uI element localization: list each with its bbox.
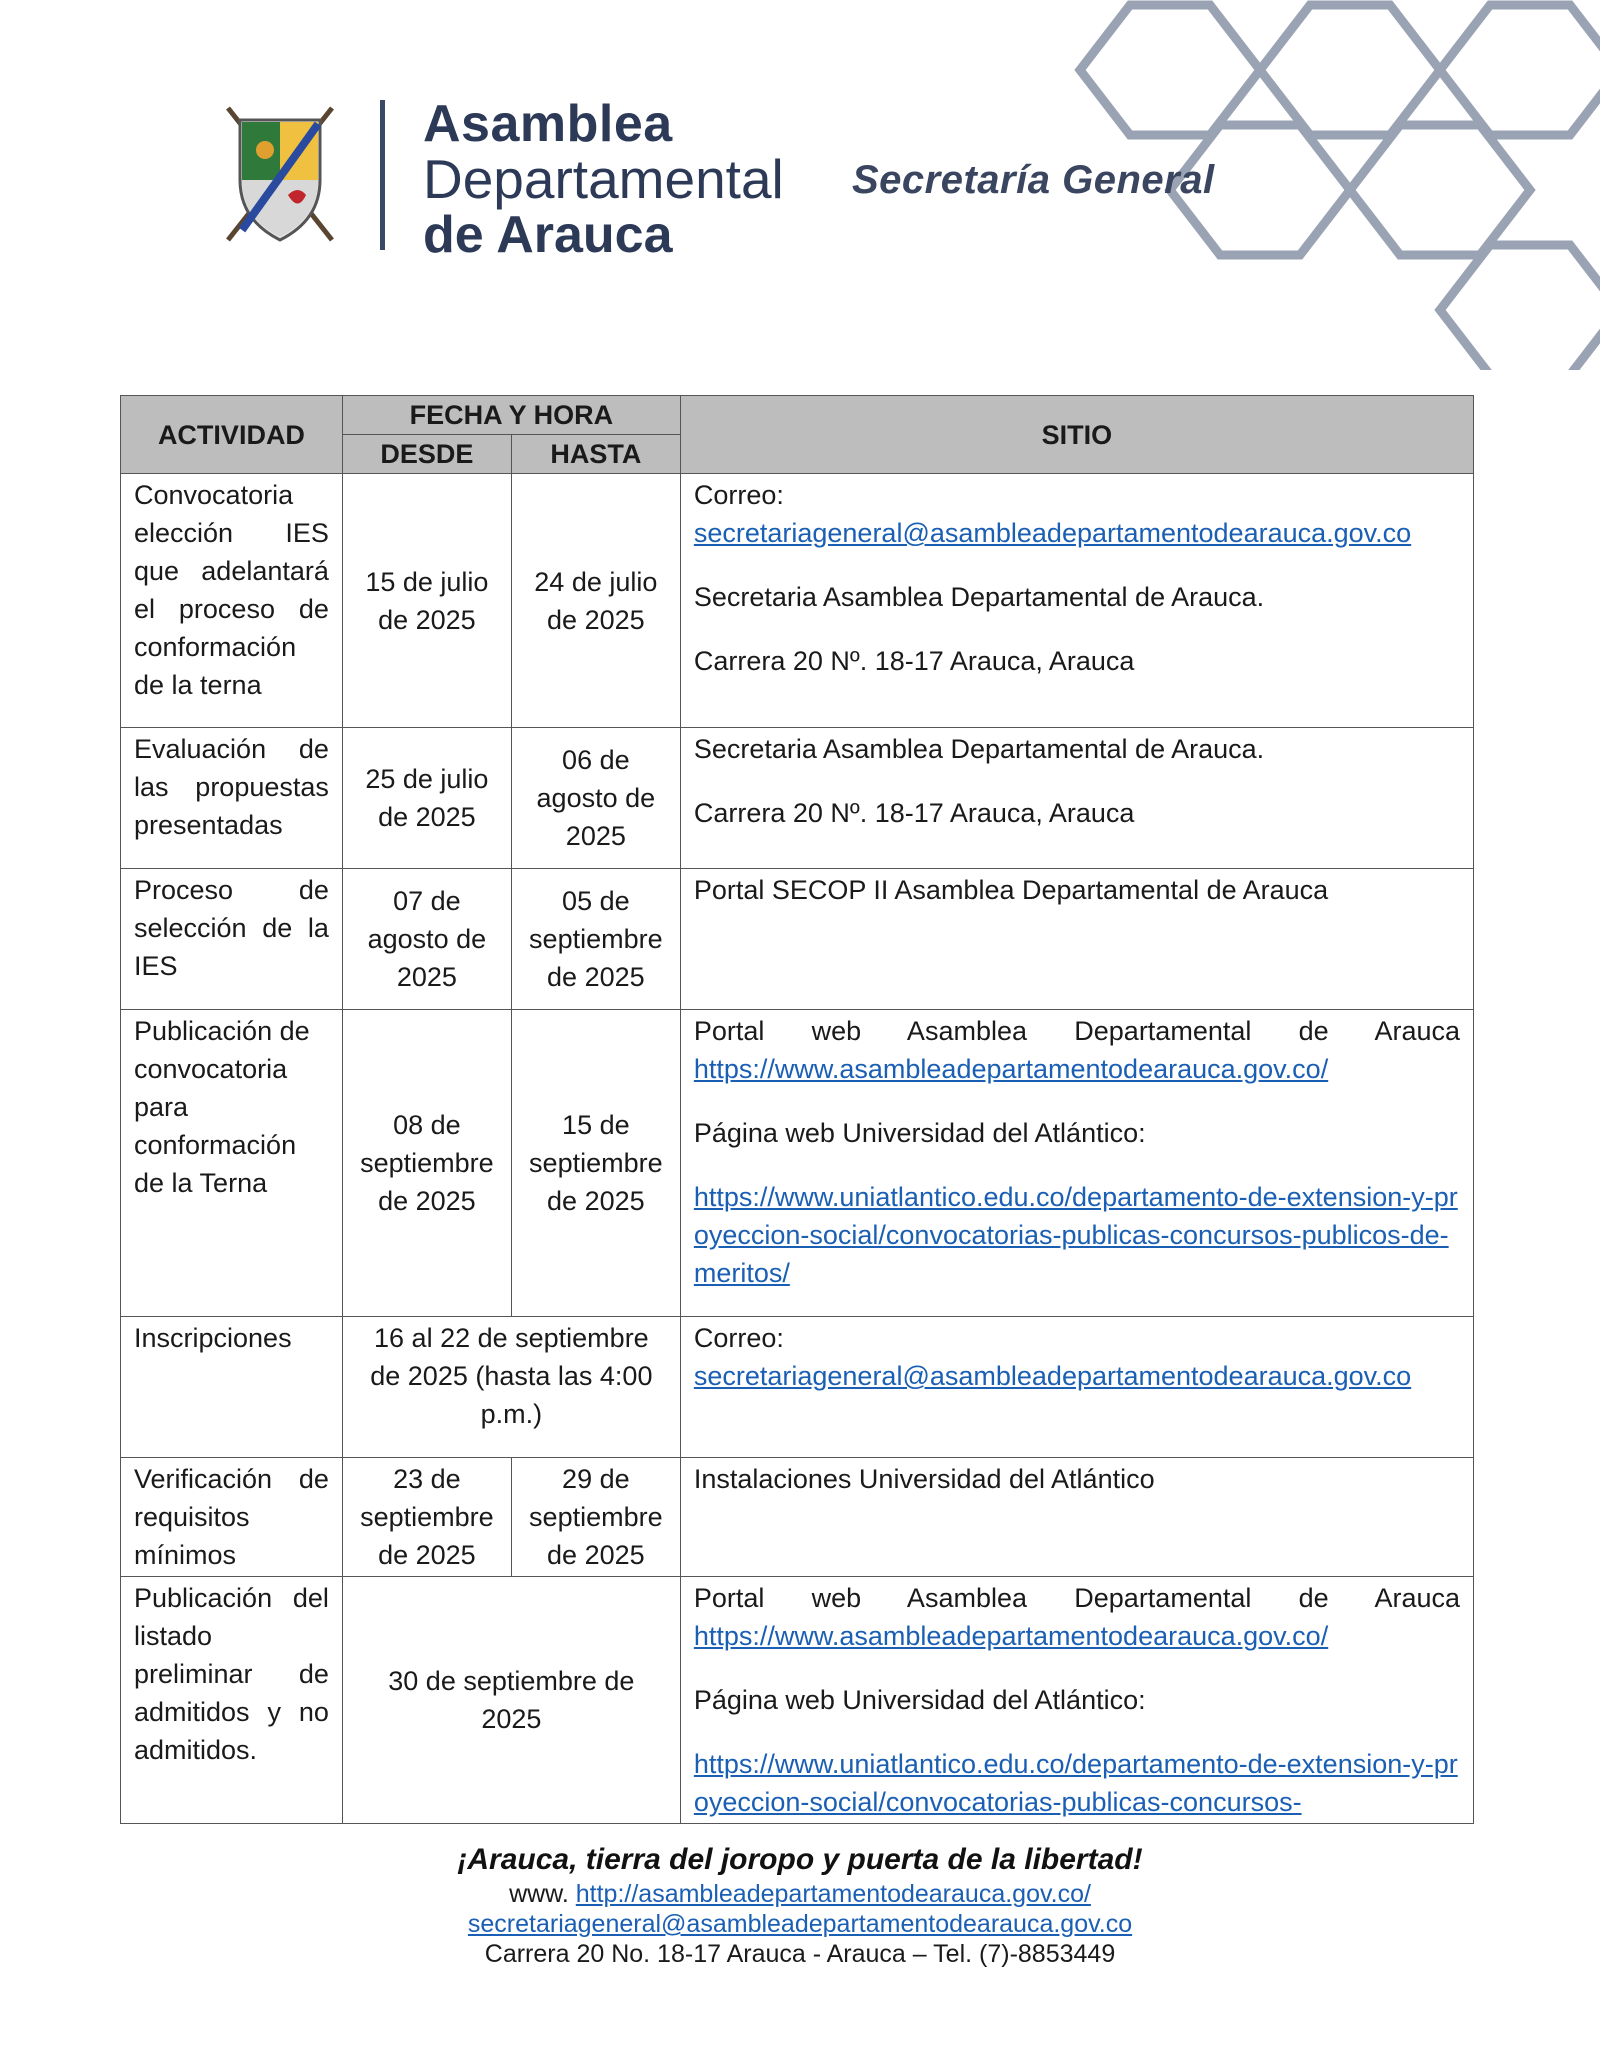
actividad-cell: Publicación de convocatoria para conformación de la Terna	[121, 1010, 343, 1317]
hasta-cell: 29 de septiembre de 2025	[511, 1458, 680, 1577]
footer-address: Carrera 20 No. 18-17 Arauca - Arauca – Tel. (7)-8853449	[484, 1940, 1116, 1968]
sitio-label: Portal web Asamblea Departamental de Arauca	[693, 1583, 1460, 1613]
footer-www-prefix: www.	[509, 1880, 569, 1908]
secretaria-general-title: Secretaría General	[852, 158, 1215, 202]
sitio-text: Página web Universidad del Atlántico:	[693, 1685, 1146, 1715]
brand-line-3: de Arauca	[423, 206, 673, 264]
desde-cell: 23 de septiembre de 2025	[342, 1458, 511, 1577]
header-actividad: ACTIVIDAD	[121, 396, 343, 474]
sitio-text: Página web Universidad del Atlántico:	[693, 1118, 1146, 1148]
desde-cell: 07 de agosto de 2025	[342, 869, 511, 1010]
sitio-label: Correo:	[693, 1323, 784, 1353]
uniatlantico-link[interactable]: https://www.uniatlantico.edu.co/departamento-de-extension-y-proyeccion-social/convocatorias-publicas-concursos-publicos-de-meritos/	[693, 1182, 1458, 1288]
fecha-cell: 16 al 22 de septiembre de 2025 (hasta las 4:00 p.m.)	[342, 1317, 680, 1458]
actividad-cell: Convocatoria elección IES que adelantará el proceso de conformación de la terna	[121, 474, 343, 728]
sitio-cell	[680, 1577, 1473, 1824]
sitio-cell	[680, 1010, 1473, 1317]
hasta-cell: 24 de julio de 2025	[511, 474, 680, 728]
header-desde: DESDE	[342, 435, 511, 474]
email-link[interactable]: secretariageneral@asambleadepartamentodearauca.gov.co	[693, 518, 1412, 548]
sitio-cell	[680, 728, 1473, 869]
sitio-text: Instalaciones Universidad del Atlántico	[693, 1464, 1155, 1494]
coat-of-arms-icon	[220, 100, 340, 250]
table-row	[121, 869, 1474, 1010]
footer-email-link[interactable]: secretariageneral@asambleadepartamentodearauca.gov.co	[467, 1910, 1133, 1938]
sitio-text: Carrera 20 Nº. 18-17 Arauca, Arauca	[693, 646, 1135, 676]
sitio-text: Secretaria Asamblea Departamental de Arauca.	[693, 582, 1265, 612]
footer-slogan: ¡Arauca, tierra del joropo y puerta de la libertad!	[457, 1843, 1143, 1876]
actividad-cell: Inscripciones	[121, 1317, 343, 1458]
actividad-cell: Proceso de selección de la IES	[121, 869, 343, 1010]
desde-cell: 15 de julio de 2025	[342, 474, 511, 728]
brand-line-1: Asamblea	[423, 95, 673, 153]
header-sitio: SITIO	[680, 396, 1473, 474]
header-fecha-hora: FECHA Y HORA	[342, 396, 680, 435]
actividad-cell: Verificación de requisitos mínimos	[121, 1458, 343, 1577]
table-row	[121, 474, 1474, 728]
sitio-label: Correo:	[693, 480, 784, 510]
desde-cell: 08 de septiembre de 2025	[342, 1010, 511, 1317]
footer-web	[0, 1880, 1600, 1909]
sitio-cell	[680, 474, 1473, 728]
brand-line-2: Departamental	[423, 148, 784, 210]
schedule-table	[120, 395, 1474, 1824]
email-link[interactable]: secretariageneral@asambleadepartamentodearauca.gov.co	[693, 1361, 1412, 1391]
actividad-cell: Publicación del listado preliminar de admitidos y no admitidos.	[121, 1577, 343, 1824]
sitio-cell	[680, 1458, 1473, 1577]
table-row	[121, 1010, 1474, 1317]
sitio-cell	[680, 1317, 1473, 1458]
footer-web-link[interactable]: http://asambleadepartamentodearauca.gov.co/	[575, 1880, 1091, 1908]
logo-divider	[380, 100, 385, 250]
asamblea-web-link[interactable]: https://www.asambleadepartamentodearauca.gov.co/	[693, 1621, 1329, 1651]
sitio-cell	[680, 869, 1473, 1010]
asamblea-web-link[interactable]: https://www.asambleadepartamentodearauca.gov.co/	[693, 1054, 1329, 1084]
fecha-cell: 30 de septiembre de 2025	[342, 1577, 680, 1824]
table-row	[121, 1458, 1474, 1577]
table-row	[121, 1317, 1474, 1458]
header-hasta: HASTA	[511, 435, 680, 474]
sitio-text: Portal SECOP II Asamblea Departamental de Arauca	[693, 875, 1329, 905]
footer-email-line	[0, 1910, 1600, 1939]
brand-logo-text	[423, 95, 784, 264]
sitio-text: Carrera 20 Nº. 18-17 Arauca, Arauca	[693, 798, 1135, 828]
actividad-cell: Evaluación de las propuestas presentadas	[121, 728, 343, 869]
hasta-cell: 05 de septiembre de 2025	[511, 869, 680, 1010]
table-row	[121, 728, 1474, 869]
hasta-cell: 06 de agosto de 2025	[511, 728, 680, 869]
desde-cell: 25 de julio de 2025	[342, 728, 511, 869]
table-row	[121, 1577, 1474, 1824]
uniatlantico-link[interactable]: https://www.uniatlantico.edu.co/departamento-de-extension-y-proyeccion-social/convocatorias-publicas-concursos-	[693, 1749, 1458, 1817]
sitio-label: Portal web Asamblea Departamental de Arauca	[693, 1016, 1460, 1046]
hasta-cell: 15 de septiembre de 2025	[511, 1010, 680, 1317]
sitio-text: Secretaria Asamblea Departamental de Arauca.	[693, 734, 1265, 764]
